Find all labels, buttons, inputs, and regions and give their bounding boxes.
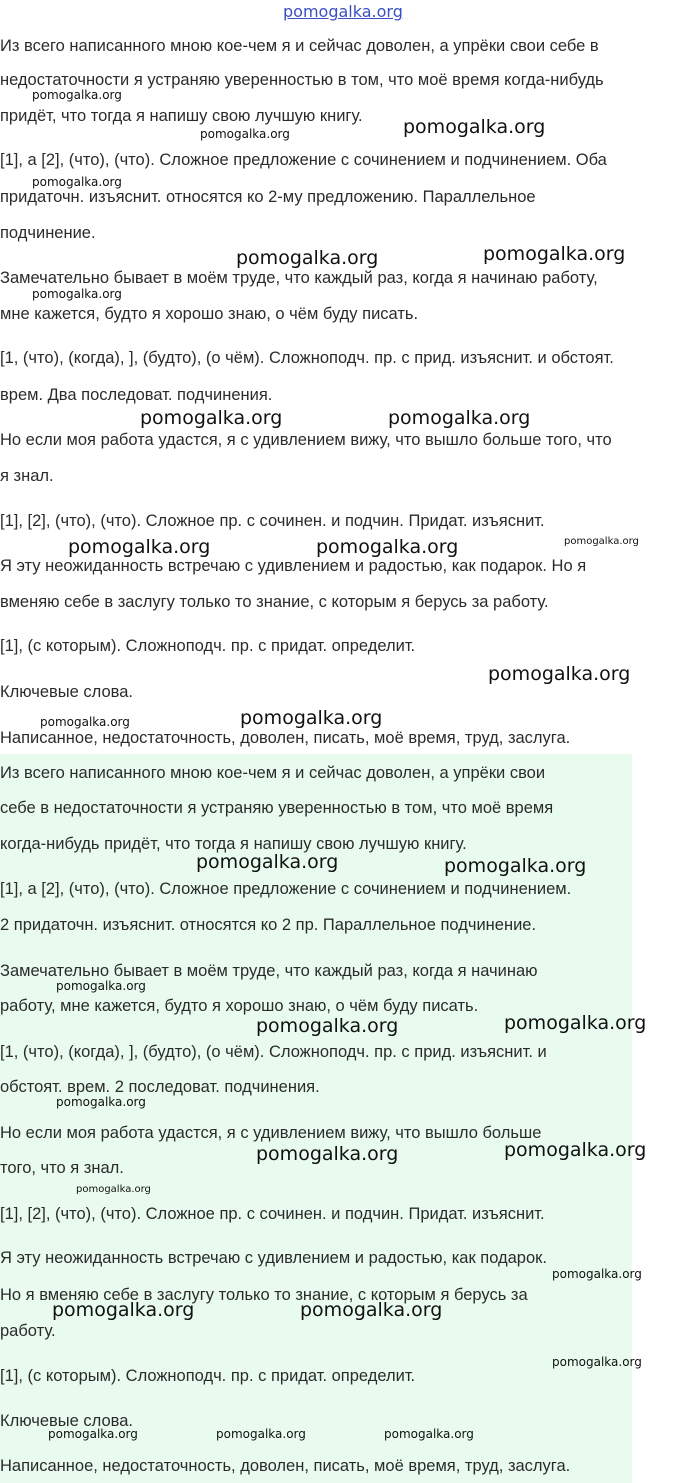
keywords-list: Написанное, недостаточность, доволен, писать, моё время, труд, заслуга. (0, 1457, 571, 1475)
text-line: [1], (с которым). Сложноподч. пр. с придат. определит. (0, 1367, 416, 1385)
watermark: pomogalka.org (216, 1427, 306, 1441)
watermark: pomogalka.org (504, 1012, 647, 1034)
watermark: pomogalka.org (256, 1143, 399, 1165)
text-line: [1, (что), (когда), ], (будто), (о чём). Сложноподч. пр. с прид. изъяснит. и обстоят. (0, 349, 614, 367)
text-line: врем. Два последоват. подчинения. (0, 386, 273, 404)
text-line: Из всего написанного мною кое-чем я и сейчас доволен, а упрёки свои (0, 764, 546, 782)
watermark: pomogalka.org (488, 663, 631, 685)
watermark: pomogalka.org (483, 243, 626, 265)
text-line: Но если моя работа удастся, я с удивлением вижу, что вышло больше (0, 1124, 542, 1142)
text-line: недостаточности я устраняю уверенностью в том, что моё время когда-нибудь (0, 71, 604, 89)
watermark: pomogalka.org (48, 1427, 138, 1441)
watermark: pomogalka.org (32, 175, 122, 189)
watermark: pomogalka.org (196, 851, 339, 873)
text-line: того, что я знал. (0, 1159, 124, 1177)
text-line: [1], а [2], (что), (что). Сложное предложение с сочинением и подчинением. Оба (0, 151, 607, 169)
watermark: pomogalka.org (76, 1184, 151, 1195)
watermark: pomogalka.org (384, 1427, 474, 1441)
watermark: pomogalka.org (240, 707, 383, 729)
keywords-heading: Ключевые слова. (0, 683, 133, 701)
watermark: pomogalka.org (32, 287, 122, 301)
watermark: pomogalka.org (552, 1267, 642, 1281)
text-line: [1, (что), (когда), ], (будто), (о чём). Сложноподч. пр. с прид. изъяснит. и (0, 1043, 547, 1061)
text-line: Замечательно бывает в моём труде, что каждый раз, когда я начинаю работу, (0, 269, 598, 287)
text-line: [1], [2], (что), (что). Сложное пр. с сочинен. и подчин. Придат. изъяснит. (0, 1205, 545, 1223)
text-line: обстоят. врем. 2 последоват. подчинения. (0, 1078, 320, 1096)
text-line: [1], [2], (что), (что). Сложное пр. с сочинен. и подчин. Придат. изъяснит. (0, 512, 545, 530)
text-line: Я эту неожиданность встречаю с удивлением и радостью, как подарок. (0, 1249, 547, 1267)
text-line: себе в недостаточности я устраняю уверенностью в том, что моё время (0, 799, 554, 817)
text-line: подчинение. (0, 224, 96, 242)
watermark: pomogalka.org (56, 979, 146, 993)
watermark: pomogalka.org (68, 536, 211, 558)
text-line: Из всего написанного мною кое-чем я и сейчас доволен, а упрёки свои себе в (0, 37, 599, 55)
keywords-list: Написанное, недостаточность, доволен, писать, моё время, труд, заслуга. (0, 729, 571, 747)
watermark: pomogalka.org (300, 1299, 443, 1321)
watermark: pomogalka.org (388, 407, 531, 429)
watermark: pomogalka.org (52, 1299, 195, 1321)
watermark: pomogalka.org (552, 1355, 642, 1369)
watermark: pomogalka.org (444, 855, 587, 877)
text-line: когда-нибудь придёт, что тогда я напишу свою лучшую книгу. (0, 835, 467, 853)
text-line: Но я вменяю себе в заслугу только то знание, с которым я берусь за (0, 1286, 528, 1304)
text-line: Я эту неожиданность встречаю с удивлением и радостью, как подарок. Но я (0, 557, 587, 575)
text-line: Замечательно бывает в моём труде, что каждый раз, когда я начинаю (0, 962, 538, 980)
watermark: pomogalka.org (200, 127, 290, 141)
text-line: придаточн. изъяснит. относятся ко 2-му предложению. Параллельное (0, 188, 536, 206)
text-line: я знал. (0, 467, 54, 485)
text-line: вменяю себе в заслугу только то знание, с которым я берусь за работу. (0, 593, 549, 611)
text-line: мне кажется, будто я хорошо знаю, о чём буду писать. (0, 305, 419, 323)
text-line: работу. (0, 1322, 56, 1340)
text-line: Но если моя работа удастся, я с удивлением вижу, что вышло больше того, что (0, 431, 612, 449)
watermark: pomogalka.org (236, 247, 379, 269)
watermark: pomogalka.org (564, 536, 639, 547)
text-line: 2 придаточн. изъяснит. относятся ко 2 пр. Параллельное подчинение. (0, 916, 537, 934)
watermark: pomogalka.org (32, 88, 122, 102)
text-line: [1], а [2], (что), (что). Сложное предложение с сочинением и подчинением. (0, 880, 572, 898)
site-logo-link[interactable]: pomogalka.org (283, 2, 403, 21)
watermark: pomogalka.org (316, 536, 459, 558)
text-line: придёт, что тогда я напишу свою лучшую книгу. (0, 107, 363, 125)
text-line: работу, мне кажется, будто я хорошо знаю, о чём буду писать. (0, 997, 479, 1015)
watermark: pomogalka.org (256, 1015, 399, 1037)
text-line: [1], (с которым). Сложноподч. пр. с придат. определит. (0, 637, 416, 655)
watermark: pomogalka.org (140, 407, 283, 429)
watermark: pomogalka.org (403, 116, 546, 138)
watermark: pomogalka.org (504, 1139, 647, 1161)
watermark: pomogalka.org (40, 715, 130, 729)
keywords-heading: Ключевые слова. (0, 1412, 133, 1430)
watermark: pomogalka.org (56, 1095, 146, 1109)
